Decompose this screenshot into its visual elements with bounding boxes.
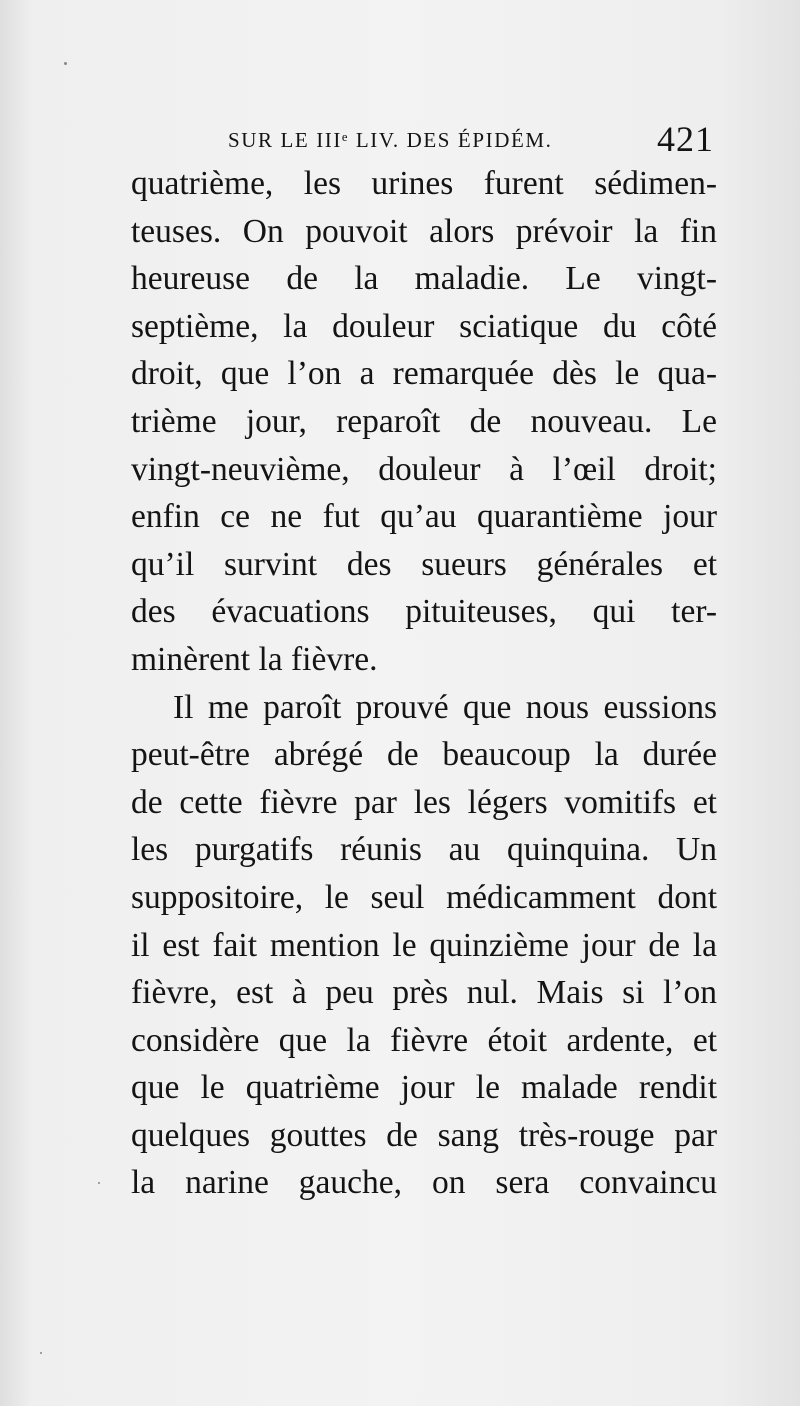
text-line: qu’il survint des sueurs générales et xyxy=(131,545,717,583)
text-line: quelques gouttes de sang très-rouge par xyxy=(131,1116,717,1154)
paper-speck xyxy=(64,62,67,65)
text-line: de cette fièvre par les légers vomitifs et xyxy=(131,783,717,821)
paper-speck xyxy=(40,1352,42,1354)
text-line: teuses. On pouvoit alors prévoir la fin xyxy=(131,212,717,250)
text-line: fièvre, est à peu près nul. Mais si l’on xyxy=(131,974,717,1012)
page-number: 421 xyxy=(657,119,714,159)
text-line: la narine gauche, on sera convaincu xyxy=(131,1164,717,1202)
text-line: droit, que l’on a remarquée dès le qua- xyxy=(131,355,717,393)
text-line: heureuse de la maladie. Le vingt- xyxy=(131,260,717,298)
text-line: septième, la douleur sciatique du côté xyxy=(131,307,717,345)
text-line: vingt-neuvième, douleur à l’œil droit; xyxy=(131,450,717,488)
text-line: peut-être abrégé de beaucoup la durée xyxy=(131,736,717,774)
text-line: considère que la fièvre étoit ardente, et xyxy=(131,1021,717,1059)
text-line: des évacuations pituiteuses, qui ter- xyxy=(131,593,717,631)
text-line: les purgatifs réunis au quinquina. Un xyxy=(131,831,717,869)
text-line: quatrième, les urines furent sédimen- xyxy=(131,165,717,202)
running-head xyxy=(228,118,714,158)
paper-speck xyxy=(98,1182,100,1184)
text-line: enfin ce ne fut qu’au quarantième jour xyxy=(131,498,717,536)
text-line: il est fait mention le quinzième jour de la xyxy=(131,926,717,964)
text-line: minèrent la fièvre. xyxy=(131,640,378,678)
paragraph-first-line: Il me paroît prouvé que nous eussions xyxy=(173,688,717,726)
running-title: SUR LE IIIᵉ LIV. DES ÉPIDÉM. xyxy=(228,128,553,152)
body-text xyxy=(131,160,717,1207)
text-line: suppositoire, le seul médicamment dont xyxy=(131,878,717,916)
text-line: trième jour, reparoît de nouveau. Le xyxy=(131,402,717,440)
text-line: que le quatrième jour le malade rendit xyxy=(131,1069,717,1107)
